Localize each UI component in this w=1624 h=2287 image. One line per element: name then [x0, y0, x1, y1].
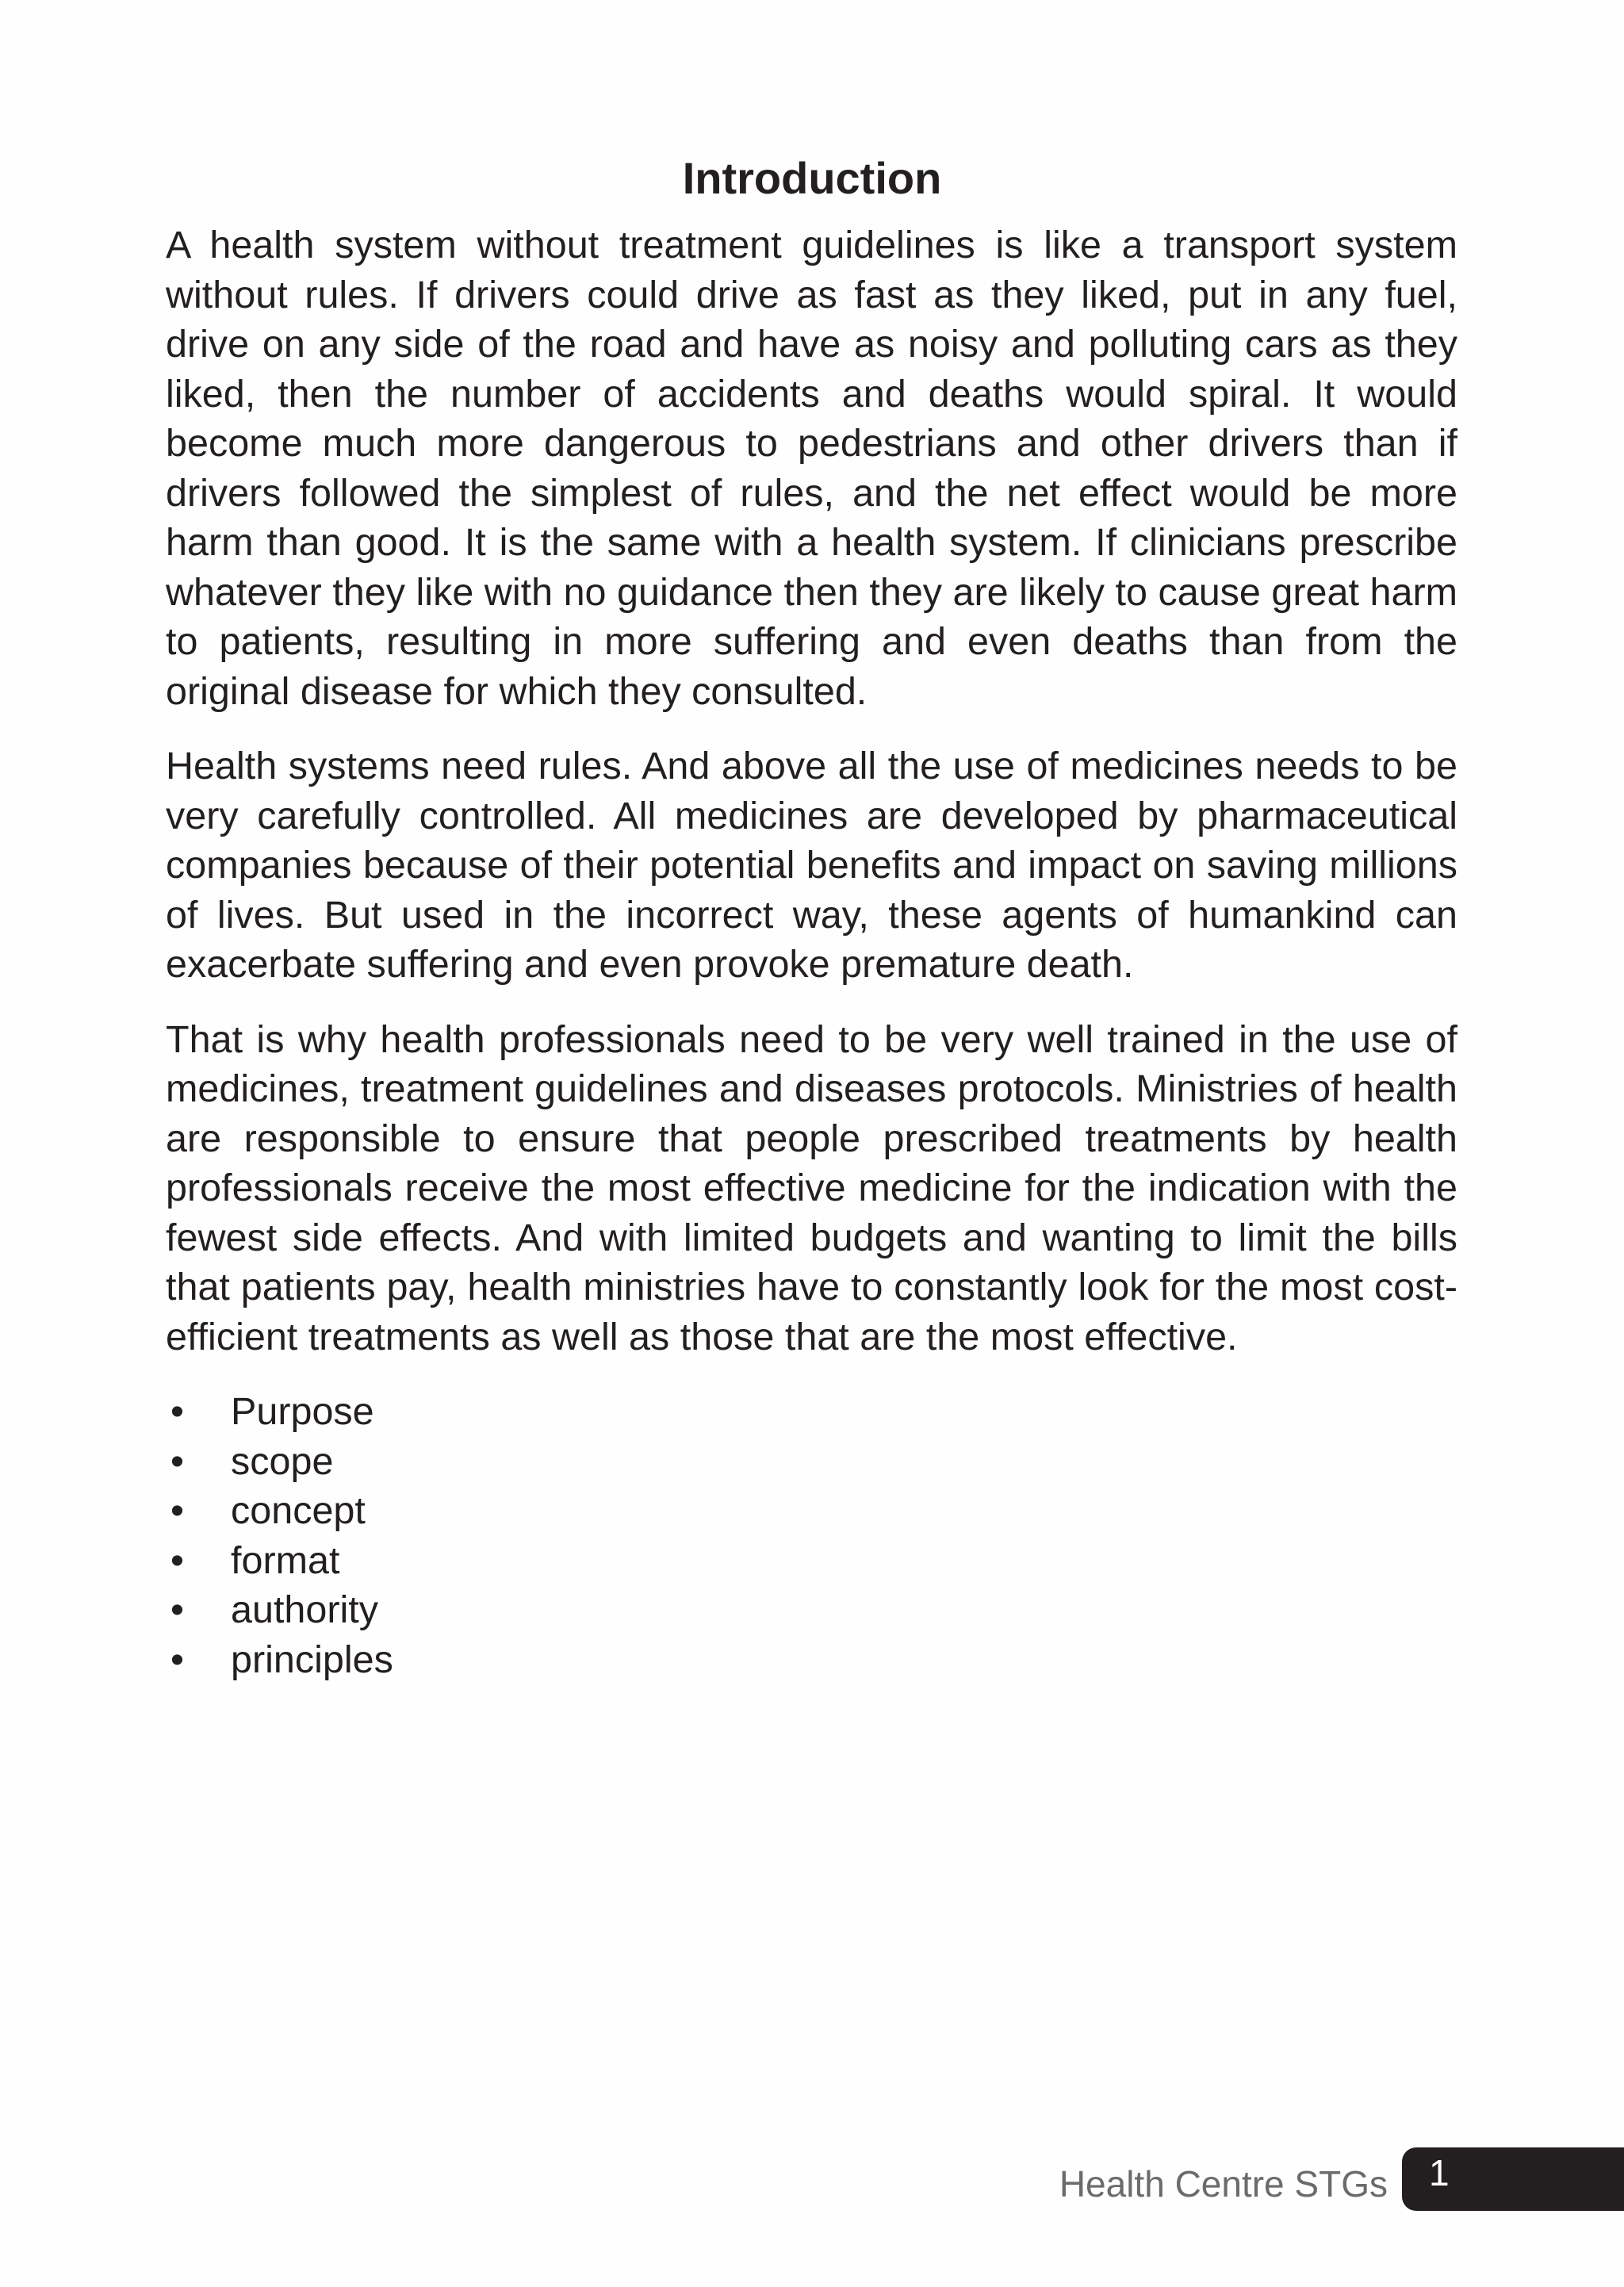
bullet-icon: •: [170, 1489, 184, 1532]
list-item-text: format: [231, 1538, 340, 1582]
list-item-text: scope: [231, 1439, 334, 1483]
paragraph-1: A health system without treatment guidelines is like a transport system without rules. If drivers could drive as fast as they liked, put in any fuel, drive on any side of the road and have as noisy and polluting cars as they liked, then the number of accidents and deaths would spiral. It would become much more dangerous to pedestrians and other drivers than if drivers followed the simplest of rules, and the net effect would be more harm than good. It is the same with a health system. If clinicians prescribe whatever they like with no guidance then they are likely to cause great harm to patients, resulting in more suffering and even deaths than from the original disease for which they consulted.: [166, 224, 1457, 713]
page-number: 1: [1429, 2152, 1450, 2193]
list-item: [166, 1387, 1457, 1437]
list-item: [166, 1486, 1457, 1536]
list-item: [166, 1635, 1457, 1685]
bullet-icon: •: [170, 1390, 184, 1433]
list-item-text: concept: [231, 1489, 366, 1532]
page-title: Introduction: [682, 153, 942, 203]
list-item-text: authority: [231, 1588, 379, 1631]
list-item: [166, 1437, 1457, 1487]
list-item: [166, 1536, 1457, 1586]
bullet-icon: •: [170, 1638, 184, 1681]
topic-list: [166, 1387, 1457, 1684]
list-item-text: Purpose: [231, 1390, 374, 1433]
list-item-text: principles: [231, 1638, 393, 1681]
paragraph-3: That is why health professionals need to be very well trained in the use of medicines, treatment guidelines and diseases protocols. Ministries of health are responsible to ensure that people prescribed treatments by health professionals receive the most effective medicine for the indication with the fewest side effects. And with limited budgets and wanting to limit the bills that patients pay, health ministries have to constantly look for the most cost-efficient treatments as well as those that are the most effective.: [166, 1017, 1457, 1358]
bullet-icon: •: [170, 1588, 184, 1631]
bullet-icon: •: [170, 1538, 184, 1582]
bullet-icon: •: [170, 1439, 184, 1483]
body-text: [166, 220, 1457, 1684]
paragraph-2: Health systems need rules. And above all the use of medicines needs to be very carefully controlled. All medicines are developed by pharmaceutical companies because of their potential benefits and impact on saving millions of lives. But used in the incorrect way, these agents of humankind can exacerbate suffering and even provoke premature death.: [166, 745, 1457, 986]
list-item: [166, 1585, 1457, 1635]
footer-running-title: Health Centre STGs: [1059, 2163, 1388, 2205]
